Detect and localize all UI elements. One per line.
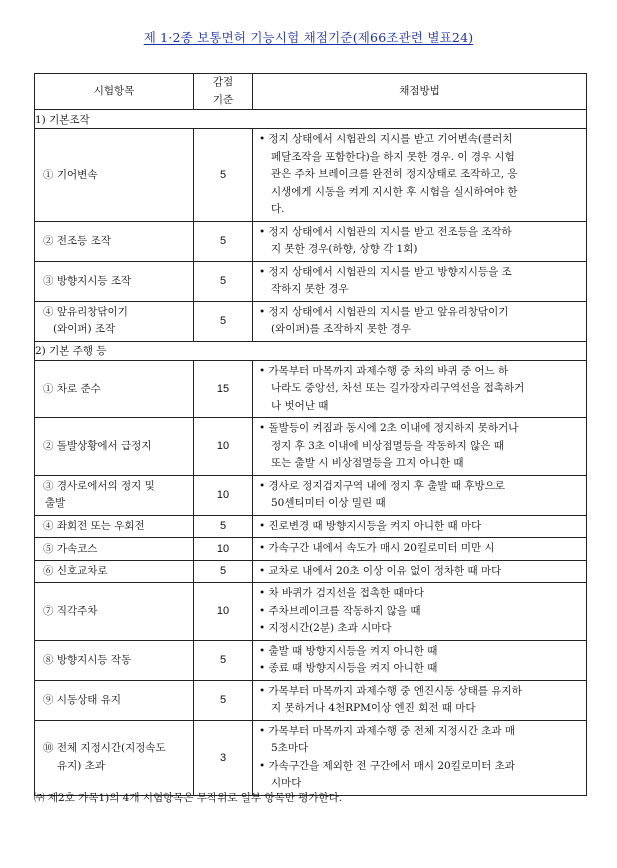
item-label: ⑩ 전체 지정시간(지정속도 유지) 초과 [35, 720, 194, 795]
scoring-method: • 차 바퀴가 검지선을 접촉한 때마다 • 주차브레이크를 작동하지 않을 때 • 지정시간(2분) 초과 시마다 [253, 583, 587, 641]
item-label: ⑤ 가속코스 [35, 538, 194, 561]
deduction-points: 5 [194, 129, 253, 222]
scoring-method: • 돌발등이 켜짐과 동시에 2초 이내에 정지하지 못하거나 정지 후 3초 이내에 비상점멸등을 작동하지 않은 때 또는 출발 시 비상점멸등을 끄지 아니한 때 [253, 418, 587, 476]
item-label: ② 전조등 조작 [35, 221, 194, 261]
item-label: ④ 좌회전 또는 우회전 [35, 515, 194, 538]
scoring-method: • 가속구간 내에서 속도가 매시 20킬로미터 미만 시 [253, 538, 587, 561]
item-label: ⑨ 시동상태 유지 [35, 680, 194, 720]
table-row [35, 680, 587, 720]
section-row [35, 341, 587, 360]
deduction-points: 10 [194, 583, 253, 641]
table-row [35, 418, 587, 476]
page-title: 제 1·2종 보통면허 기능시험 채점기준(제66조관련 별표24) [143, 30, 474, 45]
header-test-item: 시험항목 [35, 74, 194, 110]
table-header [35, 74, 587, 110]
scoring-method: • 정지 상태에서 시험관의 지시를 받고 전조등을 조작하 지 못한 경우(하향, 상향 각 1회) [253, 221, 587, 261]
table-row [35, 360, 587, 418]
deduction-points: 5 [194, 640, 253, 680]
table-row [35, 640, 587, 680]
scoring-method: • 진로변경 때 방향지시등을 켜지 아니한 때 마다 [253, 515, 587, 538]
scoring-method: • 정지 상태에서 시험관의 지시를 받고 방향지시등을 조 작하지 못한 경우 [253, 261, 587, 301]
section-row [35, 110, 587, 129]
deduction-points: 5 [194, 515, 253, 538]
table-row [35, 475, 587, 515]
scoring-method: • 경사로 정지검지구역 내에 정지 후 출발 때 후방으로 50센티미터 이상 밀린 때 [253, 475, 587, 515]
table-row [35, 720, 587, 795]
table-row [35, 129, 587, 222]
item-label: ② 돌발상황에서 급정지 [35, 418, 194, 476]
footnote: ㈜ 제2호 가목1)의 4개 시험항목은 무작위로 일부 항목만 평가한다. [34, 792, 343, 804]
item-label: ① 차로 준수 [35, 360, 194, 418]
scoring-method: • 정지 상태에서 시험관의 지시를 받고 기어변속(클러치 페달조작을 포함한다)을 하지 못한 경우. 이 경우 시험 관은 주차 브레이크를 완전히 정지상태로 조작하고, 응 시생에게 시동을 켜게 지시한 후 시험을 실시하여야 한 다. [253, 129, 587, 222]
deduction-points: 5 [194, 680, 253, 720]
scoring-method: • 교차로 내에서 20초 이상 이유 없이 정차한 때 마다 [253, 560, 587, 583]
scoring-method: • 출발 때 방향지시등을 켜지 아니한 때 • 종료 때 방향지시등을 켜지 아니한 때 [253, 640, 587, 680]
deduction-points: 10 [194, 418, 253, 476]
deduction-points: 5 [194, 261, 253, 301]
item-label: ⑦ 직각주차 [35, 583, 194, 641]
item-label: ① 기어변속 [35, 129, 194, 222]
scoring-method: • 가목부터 마목까지 과제수행 중 차의 바퀴 중 어느 하 나라도 중앙선, 차선 또는 길가장자리구역선을 접촉하거 나 벗어난 때 [253, 360, 587, 418]
item-label: ③ 경사로에서의 정지 및 출발 [35, 475, 194, 515]
table-row [35, 221, 587, 261]
table-row [35, 560, 587, 583]
deduction-points: 10 [194, 538, 253, 561]
scoring-table [34, 73, 587, 796]
table-row [35, 261, 587, 301]
table-row [35, 515, 587, 538]
deduction-points: 15 [194, 360, 253, 418]
scoring-method: • 가목부터 마목까지 과제수행 중 엔진시동 상태를 유지하 지 못하거나 4천RPM이상 엔진 회전 때 마다 [253, 680, 587, 720]
deduction-points: 3 [194, 720, 253, 795]
deduction-points: 5 [194, 221, 253, 261]
deduction-points: 10 [194, 475, 253, 515]
section-label: 1) 기본조작 [35, 110, 587, 129]
scoring-method: • 정지 상태에서 시험관의 지시를 받고 앞유리창닦이기 (와이퍼)를 조작하지 못한 경우 [253, 301, 587, 341]
scoring-method: • 가목부터 마목까지 과제수행 중 전체 지정시간 초과 매 5초마다 • 가속구간을 제외한 전 구간에서 매시 20킬로미터 초과 시마다 [253, 720, 587, 795]
table-row [35, 301, 587, 341]
section-label: 2) 기본 주행 등 [35, 341, 587, 360]
item-label: ⑥ 신호교차로 [35, 560, 194, 583]
deduction-points: 5 [194, 560, 253, 583]
header-method: 채점방법 [253, 74, 587, 110]
table-row [35, 538, 587, 561]
header-deduction: 감점 기준 [194, 74, 253, 110]
deduction-points: 5 [194, 301, 253, 341]
item-label: ④ 앞유리창닦이기 (와이퍼) 조작 [35, 301, 194, 341]
item-label: ⑧ 방향지시등 작동 [35, 640, 194, 680]
item-label: ③ 방향지시등 조작 [35, 261, 194, 301]
table-row [35, 583, 587, 641]
